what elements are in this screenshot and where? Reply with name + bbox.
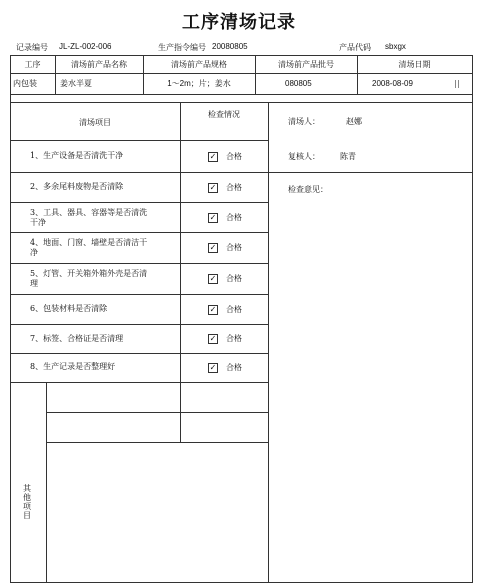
checkbox-checked-icon[interactable]: ✓ (209, 333, 217, 343)
clean-item-1: 1、生产设备是否清洗干净 (30, 151, 124, 160)
clean-item-4: 4、地面、门窗、墙壁是否清洁干净 (30, 238, 148, 257)
data-process: 内包装 (13, 79, 37, 88)
result-label: 合格 (226, 305, 242, 314)
order-no-label: 生产指令编号 (158, 43, 206, 52)
result-label: 合格 (226, 152, 242, 161)
checkbox-checked-icon[interactable]: ✓ (209, 242, 217, 252)
data-product-name: 姜水半夏 (60, 79, 92, 88)
clean-item-8: 8、生产记录是否整理好 (30, 362, 116, 371)
clean-item-6: 6、包装材料是否清除 (30, 304, 108, 313)
reviewer-name: 陈青 (340, 152, 356, 161)
other-items-label: 其他项目 (23, 484, 31, 520)
check-result-7 (208, 333, 242, 344)
result-label: 合格 (226, 334, 242, 343)
data-product-spec: 1～2m；片；姜水 (167, 79, 231, 88)
header-process: 工序 (24, 59, 41, 69)
opinion-label: 检查意见： (288, 185, 328, 194)
cleaner-name: 赵娜 (346, 117, 362, 126)
product-code-label: 产品代码 (339, 43, 371, 52)
header-batch-no: 清场前产品批号 (278, 59, 334, 69)
result-label: 合格 (226, 363, 242, 372)
checkbox-checked-icon[interactable]: ✓ (209, 151, 217, 161)
data-clear-date: 2008-08-09 (372, 79, 413, 88)
clean-item-7: 7、标签、合格证是否清理 (30, 334, 124, 343)
result-label: 合格 (226, 183, 242, 192)
check-result-8 (208, 362, 242, 373)
reviewer-label: 复核人： (288, 152, 320, 161)
result-label: 合格 (226, 243, 242, 252)
result-label: 合格 (226, 213, 242, 222)
clean-item-3: 3、工具、器具、容器等是否清洗干净 (30, 208, 148, 227)
clean-item-5: 5、灯管、开关箱外箱外壳是否清理 (30, 269, 148, 288)
cleaner-label: 清场人： (288, 117, 320, 126)
record-no: JL-ZL-002-006 (59, 42, 112, 51)
checkbox-checked-icon[interactable]: ✓ (209, 304, 217, 314)
check-result-2 (208, 182, 242, 193)
result-label: 合格 (226, 274, 242, 283)
order-no: 20080805 (212, 42, 248, 51)
header-product-name: 清场前产品名称 (71, 59, 127, 69)
resize-handle (455, 80, 459, 88)
check-result-6 (208, 304, 242, 315)
check-result-4 (208, 242, 242, 253)
check-result-5 (208, 273, 242, 284)
header-product-spec: 清场前产品规格 (171, 59, 227, 69)
check-result-3 (208, 212, 242, 223)
header-clear-date: 清场日期 (398, 59, 431, 69)
product-code: sbxgx (385, 42, 406, 51)
clean-item-2: 2、多余尾料废物是否清除 (30, 182, 124, 191)
record-no-label: 记录编号 (16, 43, 48, 52)
section-items-header: 清场项目 (79, 117, 111, 127)
checkbox-checked-icon[interactable]: ✓ (209, 362, 217, 372)
data-batch-no: 080805 (285, 79, 312, 88)
checkbox-checked-icon[interactable]: ✓ (209, 212, 217, 222)
checkbox-checked-icon[interactable]: ✓ (209, 273, 217, 283)
page-title: 工序清场记录 (182, 12, 296, 33)
checkbox-checked-icon[interactable]: ✓ (209, 182, 217, 192)
section-check-header: 检查情况 (208, 109, 240, 119)
check-result-1 (208, 151, 242, 162)
